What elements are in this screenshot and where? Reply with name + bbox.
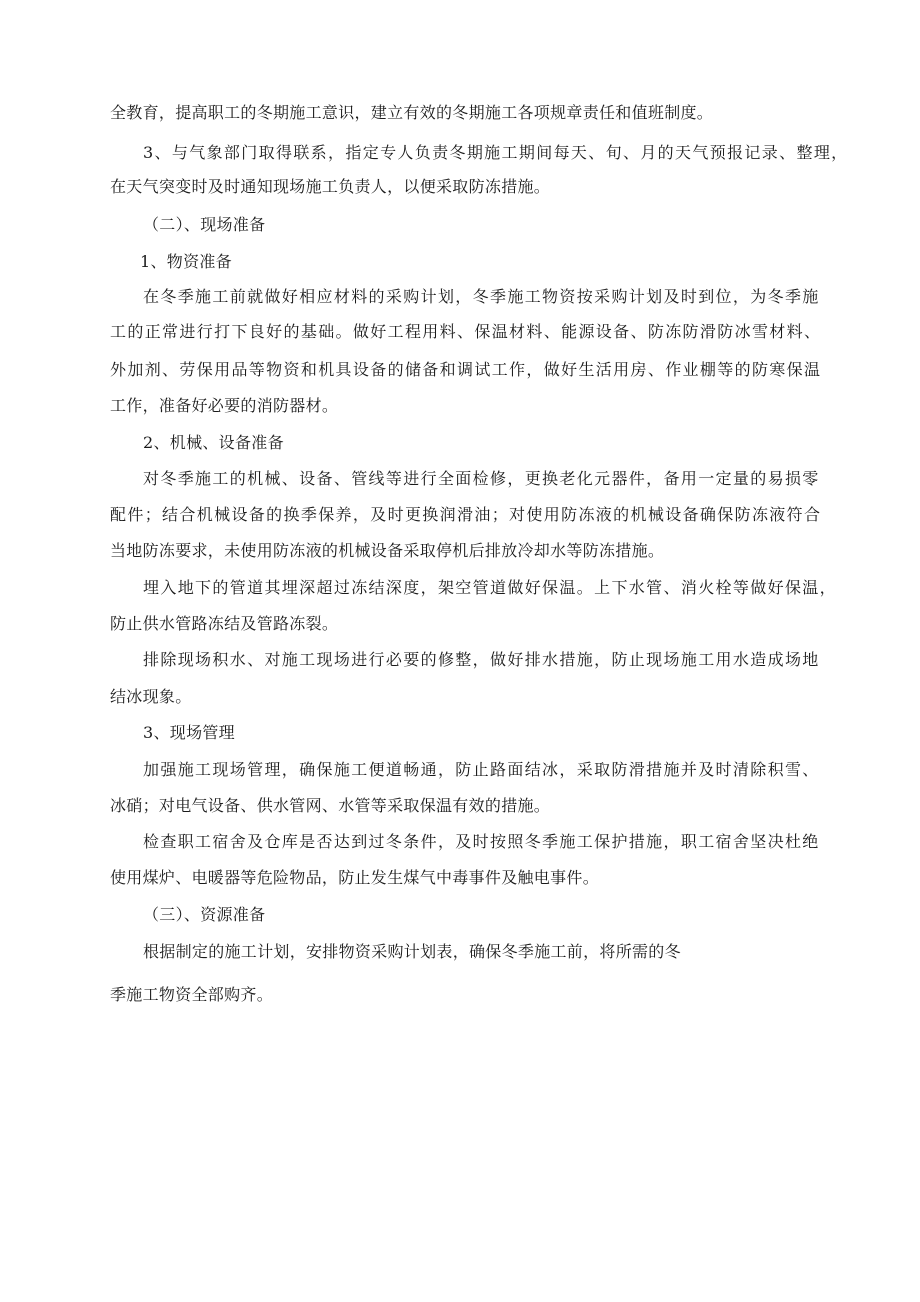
paragraph-line: 全教育，提高职工的冬期施工意识，建立有效的冬期施工各项规章责任和值班制度。: [110, 103, 714, 122]
paragraph-line: 根据制定的施工计划，安排物资采购计划表，确保冬季施工前，将所需的冬: [143, 942, 681, 961]
paragraph-line: 使用煤炉、电暖器等危险物品，防止发生煤气中毒事件及触电事件。: [110, 868, 600, 887]
paragraph-line: 工作，准备好必要的消防器材。: [110, 396, 339, 415]
paragraph-line: 3、与气象部门取得联系，指定专人负责冬期施工期间每天、旬、月的天气预报记录、整理，: [143, 143, 849, 162]
paragraph-line: 防止供水管路冻结及管路冻裂。: [110, 614, 339, 633]
subsection-heading: 1、物资准备: [140, 252, 232, 271]
subsection-heading: 2、机械、设备准备: [143, 433, 284, 452]
paragraph-line: 对冬季施工的机械、设备、管线等进行全面检修，更换老化元器件，备用一定量的易损零: [143, 469, 820, 488]
paragraph-line: 检查职工宿舍及仓库是否达到过冬条件，及时按照冬季施工保护措施，职工宿舍坚决杜绝: [143, 832, 820, 851]
paragraph-line: 工的正常进行打下良好的基础。做好工程用料、保温材料、能源设备、防冻防滑防冰雪材料、: [110, 322, 822, 341]
paragraph-line: 排除现场积水、对施工现场进行必要的修整，做好排水措施，防止现场施工用水造成场地: [143, 650, 820, 669]
paragraph-line: 季施工物资全部购齐。: [110, 985, 274, 1004]
paragraph-line: 在冬季施工前就做好相应材料的采购计划，冬季施工物资按采购计划及时到位，为冬季施: [143, 287, 820, 306]
section-heading: （三）、资源准备: [143, 905, 266, 924]
subsection-heading: 3、现场管理: [143, 723, 235, 742]
paragraph-line: 埋入地下的管道其埋深超过冻结深度，架空管道做好保温。上下水管、消火栓等做好保温，: [143, 578, 838, 597]
paragraph-line: 结冰现象。: [110, 687, 192, 706]
paragraph-line: 加强施工现场管理，确保施工便道畅通，防止路面结冰，采取防滑措施并及时清除积雪、: [143, 760, 820, 779]
section-heading: （二）、现场准备: [143, 215, 266, 234]
paragraph-line: 在天气突变时及时通知现场施工负责人，以便采取防冻措施。: [110, 177, 551, 196]
paragraph-line: 冰硝；对电气设备、供水管网、水管等采取保温有效的措施。: [110, 796, 551, 815]
paragraph-line: 当地防冻要求，未使用防冻液的机械设备采取停机后排放冷却水等防冻措施。: [110, 541, 665, 560]
paragraph-line: 配件；结合机械设备的换季保养，及时更换润滑油；对使用防冻液的机械设备确保防冻液符合: [110, 505, 822, 524]
paragraph-line: 外加剂、劳保用品等物资和机具设备的储备和调试工作，做好生活用房、作业棚等的防寒保温: [110, 360, 822, 379]
